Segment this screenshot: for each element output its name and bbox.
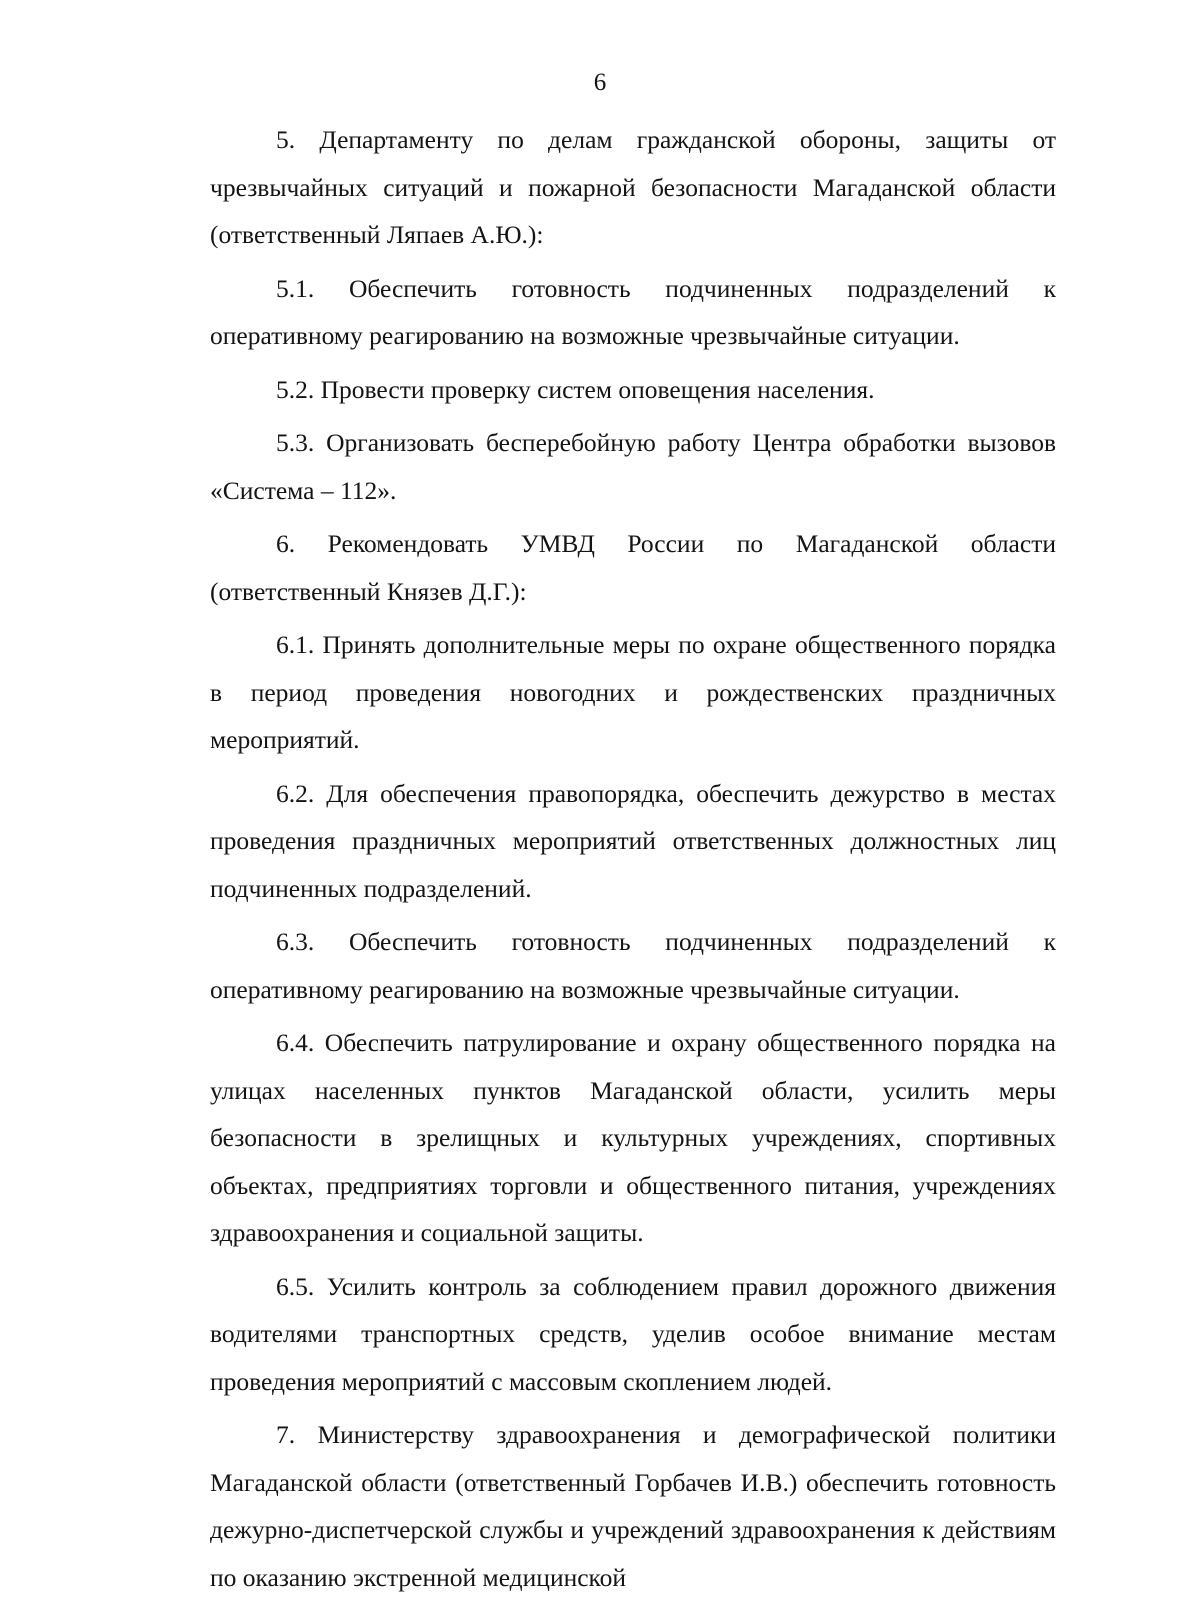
document-body [210, 116, 1056, 1607]
paragraph-6: 6. Рекомендовать УМВД России по Магаданской области (ответственный Князев Д.Г.): [210, 529, 1056, 606]
paragraph-5-2: 5.2. Провести проверку систем оповещения населения. [276, 374, 875, 404]
paragraph-5: 5. Департаменту по делам гражданской обороны, защиты от чрезвычайных ситуаций и пожарной безопасности Магаданской области (ответственный Ляпаев А.Ю.): [210, 125, 1056, 249]
paragraph-5-1: 5.1. Обеспечить готовность подчиненных подразделений к оперативному реагированию на возможные чрезвычайные ситуации. [210, 273, 1056, 350]
paragraph-6-2: 6.2. Для обеспечения правопорядка, обеспечить дежурство в местах проведения праздничных мероприятий ответственных должностных лиц подчиненных подразделений. [210, 778, 1056, 903]
paragraph-6-1: 6.1. Принять дополнительные меры по охране общественного порядка в период проведения новогодних и рождественских праздничных мероприятий. [210, 630, 1056, 754]
paragraph-6-3: 6.3. Обеспечить готовность подчиненных подразделений к оперативному реагированию на возможные чрезвычайные ситуации. [210, 927, 1056, 1004]
paragraph-7: 7. Министерству здравоохранения и демографической политики Магаданской области (ответственный Горбачев И.В.) обеспечить готовность дежурно-диспетчерской службы и учреждений здравоохранения к действиям по оказанию экстренной медицинской [210, 1420, 1056, 1592]
paragraph-6-5: 6.5. Усилить контроль за соблюдением правил дорожного движения водителями транспортных средств, уделив особое внимание местам проведения мероприятий с массовым скоплением людей. [210, 1271, 1056, 1396]
page-number: 6 [593, 69, 607, 96]
paragraph-6-4: 6.4. Обеспечить патрулирование и охрану общественного порядка на улицах населенных пунктов Магаданской области, усилить меры безопасности в зрелищных и культурных учреждениях, спортивных объектах, предприятиях торговли и общественного питания, учреждениях здравоохранения и социальной защиты. [210, 1028, 1056, 1247]
paragraph-5-3: 5.3. Организовать бесперебойную работу Центра обработки вызовов «Система – 112». [210, 428, 1056, 505]
